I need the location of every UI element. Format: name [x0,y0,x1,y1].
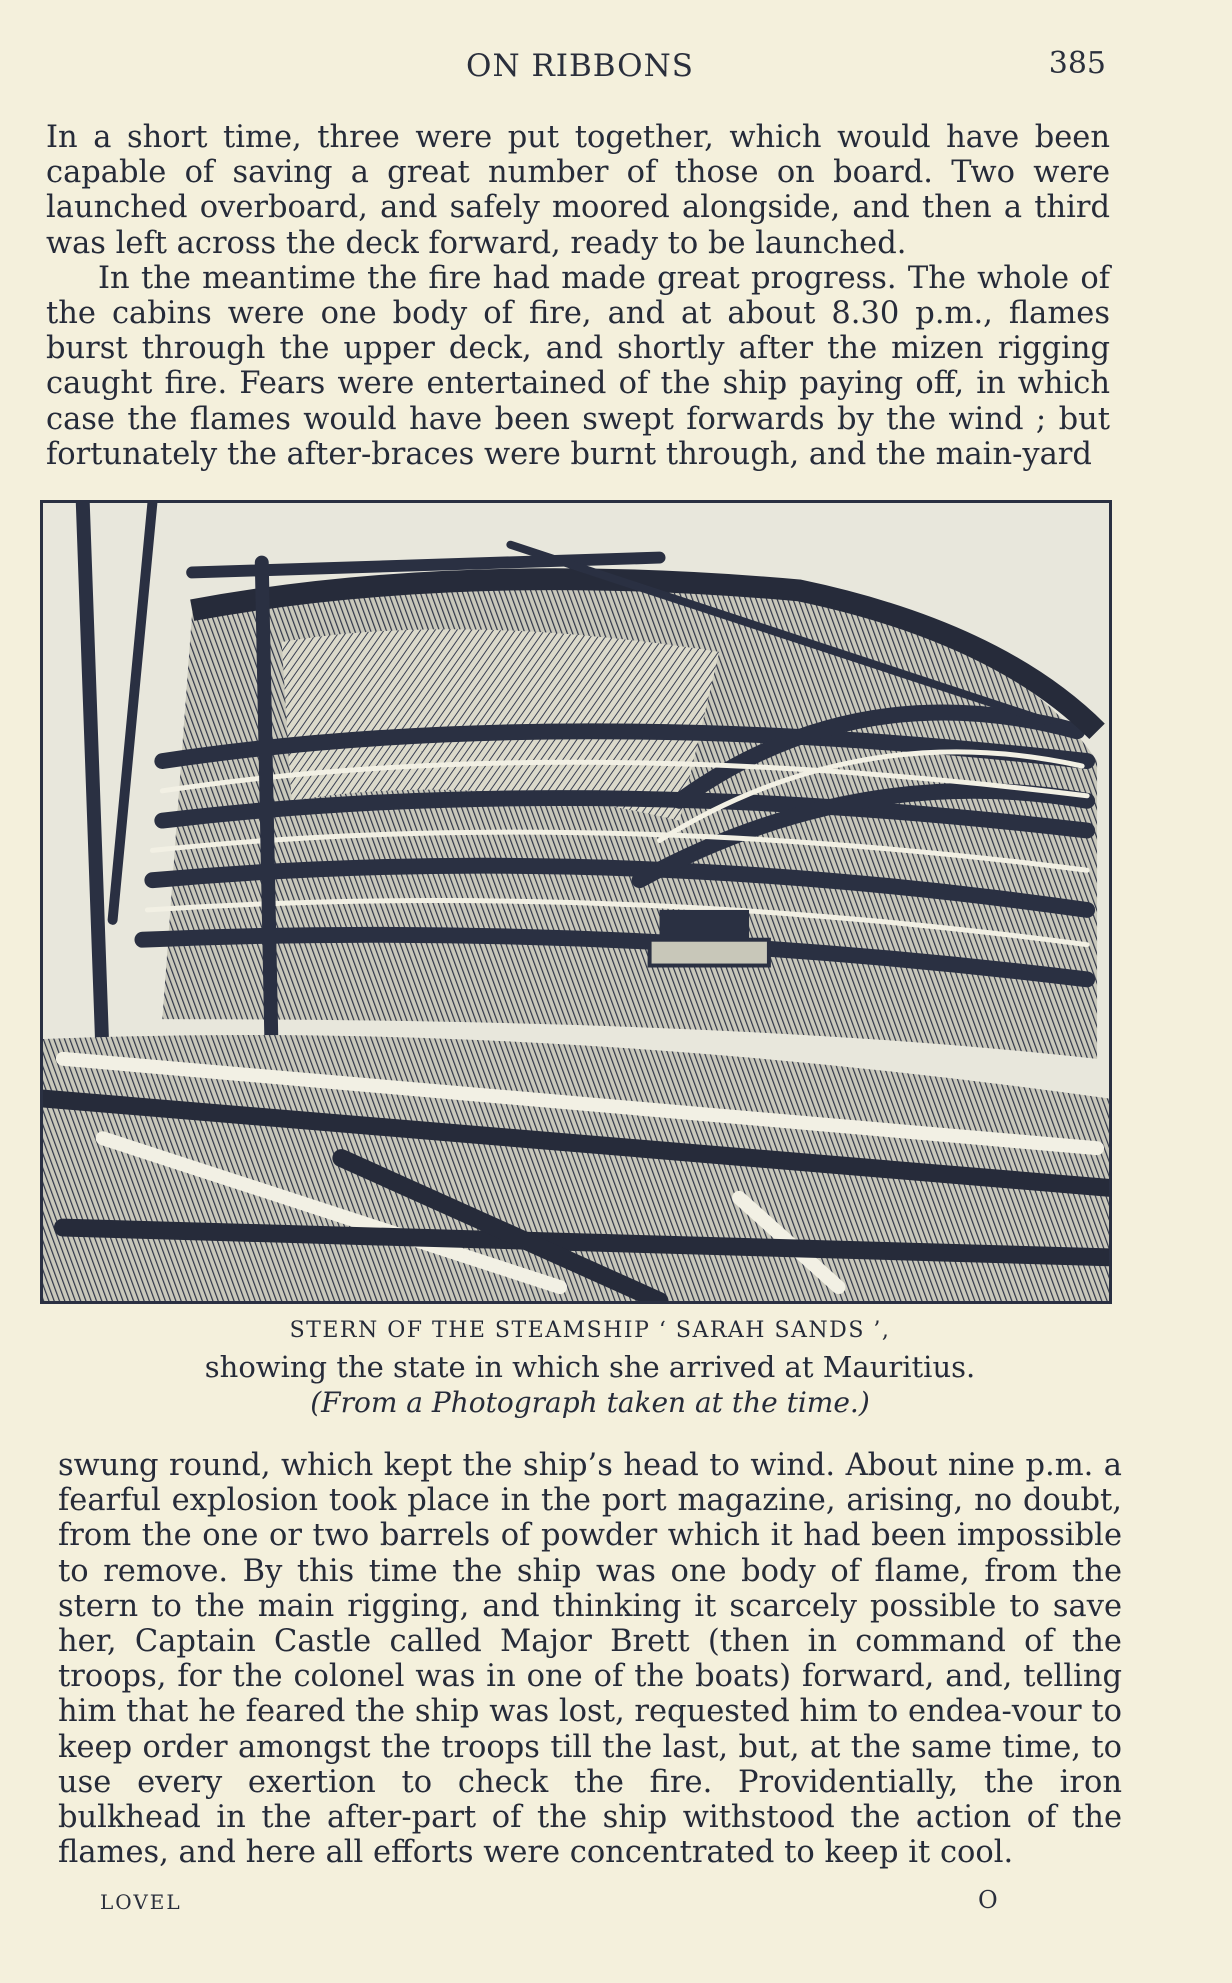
running-title: ON RIBBONS [466,48,694,84]
paragraph-explosion: swung round, which kept the ship’s head to wind. About nine p.m. a fearful explosion took place in the port magazine, arising, no doubt, from the one or two barrels of powder which it had been impossible to remove. By this time the ship was one body of flame, from the stern to the main rigging, and thinking it scarcely possible to save her, Captain Castle called Major Brett (then in command of the troops, for the colonel was in one of the boats) forward, and, telling him that he feared the ship was lost, requested him to endea-vour to keep order amongst the troops till the last, but, at the same time, to use every exertion to check the fire. Providentially, the iron bulkhead in the after-part of the ship withstood the action of the flames, and here all efforts were concentrated to keep it cool. [58,1448,1122,1871]
body-text-bottom [58,1448,1122,1870]
paragraph-continuation: In a short time, three were put together, which would have been capable of saving a great number of those on board. Two were launched overboard, and safely moored alongside, and then a third was left across the deck forward, ready to be launched. [46,120,1110,261]
figure-caption-title: STERN OF THE STEAMSHIP ‘ SARAH SANDS ’, [289,1318,891,1343]
body-text-top [46,120,1110,472]
paragraph-fire-progress: In the meantime the fire had made great progress. The whole of the cabins were one body of fire, and at about 8.30 p.m., flames burst through the upper deck, and shortly after the mizen rigging caught fire. Fears were entertained of the ship paying off, in which case the flames would have been swept forwards by the wind ; but fortunately the after-braces were burnt through, and the main-yard [46,260,1110,472]
running-head [0,48,1232,92]
ship-wreck-illustration [40,500,1112,1304]
engraving-drawing [43,503,1109,1301]
figure-caption-note: (From a Photograph taken at the time.) [310,1386,870,1419]
figure-caption-subtitle: showing the state in which she arrived at Mauritius. [204,1350,976,1384]
page-number: 385 [1048,46,1106,81]
signature-mark: O [978,1886,998,1914]
printer-signature: LOVEL [100,1890,182,1914]
